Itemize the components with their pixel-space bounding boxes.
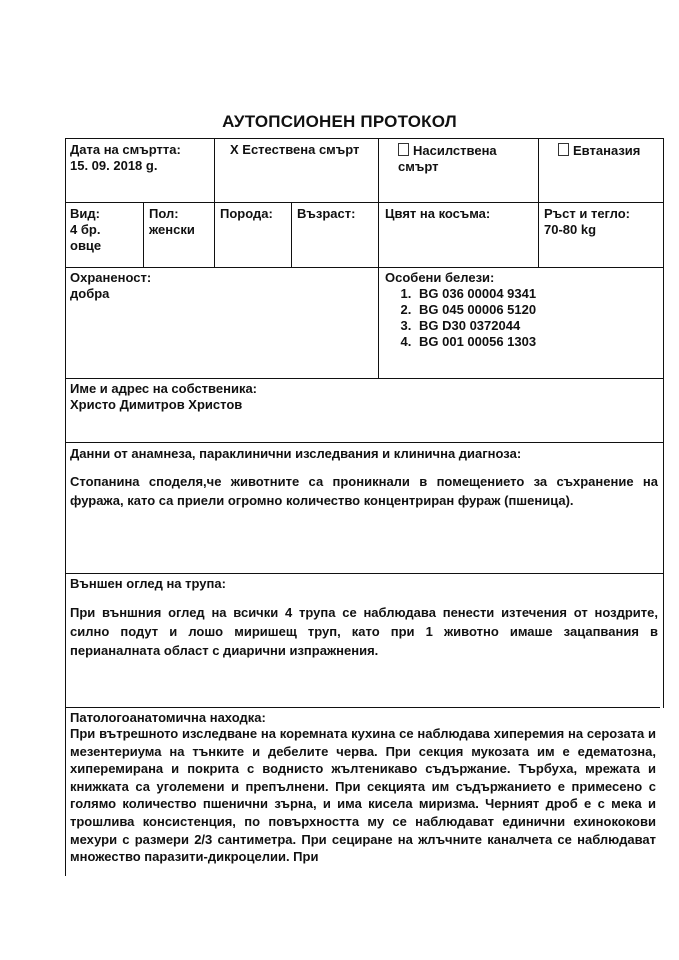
pathology-text: При вътрешното изследване на коремната кухина се наблюдава хиперемия на серозата и мезентериума на тънките и дебелите черва. При секция мукозата им е едематозна, хиперемирана и покрита с воднисто жълтеникаво съдържание. Търбуха, мрежата и книжката са уголемени и препълнени. При секцията им съдържанието е примесено с голямо количество пшенични зърна, и има кисела миризма. Черният дроб е с мека и трошлива консистенция, по повърхността му се наблюдават единични ехинококови мехури с размери 2/3 сантиметра. При сециране на жлъчните каналчета се наблюдават множество паразити-дикроцелии. При xyxy=(70,726,656,865)
special-mark-item: 4. BG 001 00056 1303 xyxy=(415,334,536,350)
sex-cell xyxy=(149,206,195,238)
natural-death-option: X Естествена смърт xyxy=(230,142,360,157)
hair-color-label: Цвят на косъма: xyxy=(385,206,491,221)
euthanasia-option xyxy=(558,143,640,159)
owner-value: Христо Димитров Христов xyxy=(70,397,243,412)
preservation-value: добра xyxy=(70,286,110,301)
death-date-cell xyxy=(70,142,181,174)
external-exam-label: Външен оглед на трупа: xyxy=(70,576,226,591)
sex-value: женски xyxy=(149,222,195,237)
special-mark-item: 3. BG D30 0372044 xyxy=(415,318,536,334)
checkbox-icon xyxy=(558,143,569,156)
species-cell xyxy=(70,206,101,254)
special-marks-cell xyxy=(385,270,536,350)
special-mark-item: 2. BG 045 00006 5120 xyxy=(415,302,536,318)
breed-label: Порода: xyxy=(220,206,273,221)
violent-death-label: Насилствена смърт xyxy=(398,143,497,174)
euthanasia-label: Евтаназия xyxy=(573,143,641,158)
owner-section xyxy=(70,381,257,413)
owner-label: Име и адрес на собственика: xyxy=(70,381,258,396)
height-weight-label: Ръст и тегло: xyxy=(544,206,631,221)
violent-death-option xyxy=(398,143,528,175)
preservation-label: Охраненост: xyxy=(70,270,152,285)
sex-label: Пол: xyxy=(149,206,179,221)
anamnesis-label: Данни от анамнеза, параклинични изследвания и клинична диагноза: xyxy=(70,446,522,461)
death-date-label: Дата на смъртта: xyxy=(70,142,181,157)
species-label: Вид: xyxy=(70,206,100,221)
pathology-label: Патологоанатомична находка: xyxy=(70,710,266,725)
external-exam-text: При външния оглед на всички 4 трупа се наблюдава пенести изтечения от ноздрите, силно подут и лошо миришещ труп, като при 1 животно имаше зацапвания в перианалната област с диарични изпражнения. xyxy=(70,605,658,658)
species-value: овце xyxy=(70,238,102,253)
document-title: АУТОПСИОНЕН ПРОТОКОЛ xyxy=(222,112,457,131)
height-weight-value: 70-80 kg xyxy=(544,222,597,237)
anamnesis-text: Стопанина споделя,че животните са проникнали в помещението за съхранение на фуража, като са приели огромно количество концентриран фураж (пшеница). xyxy=(70,474,658,508)
special-marks-label: Особени белези: xyxy=(385,270,495,285)
species-count: 4 бр. xyxy=(70,222,101,237)
preservation-cell xyxy=(70,270,151,302)
height-weight-cell xyxy=(544,206,630,238)
special-marks-list xyxy=(385,286,536,350)
death-date-value: 15. 09. 2018 g. xyxy=(70,158,158,173)
special-mark-item: 1. BG 036 00004 9341 xyxy=(415,286,536,302)
age-label: Възраст: xyxy=(297,206,356,221)
checkbox-icon xyxy=(398,143,409,156)
